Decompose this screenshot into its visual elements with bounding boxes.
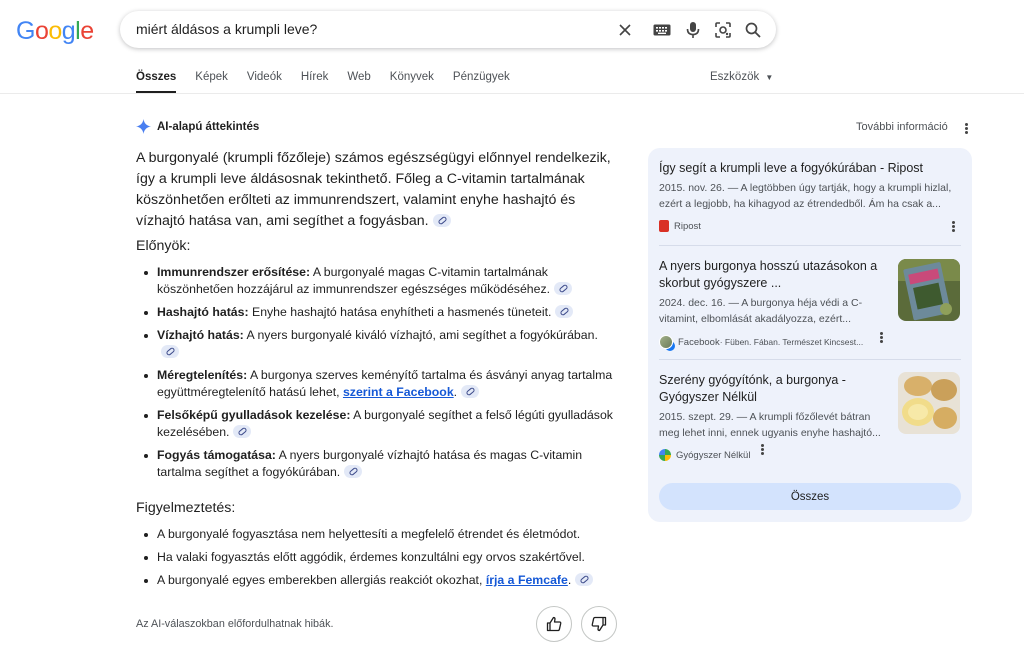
benefit-text: Enyhe hashajtó hatása enyhítheti a hasmenés tüneteit. — [248, 305, 552, 319]
source-title[interactable]: Szerény gyógyítónk, a burgonya - Gyógyszer Nélkül — [659, 373, 846, 404]
benefit-title: Immunrendszer erősítése: — [157, 265, 311, 279]
source-thumbnail-book[interactable] — [898, 259, 960, 321]
benefits-list — [144, 264, 614, 487]
list-item — [144, 264, 614, 298]
tools-button[interactable] — [710, 71, 773, 83]
warning-text: A burgonyalé egyes emberekben allergiás reakciót okozhat, — [157, 573, 486, 587]
benefit-title: Vízhajtó hatás: — [157, 328, 244, 342]
sources-panel — [648, 148, 972, 522]
source-card-gyogyszer[interactable] — [659, 372, 889, 461]
warnings-heading: Figyelmeztetés: — [136, 500, 236, 516]
ai-disclaimer: Az AI-válaszokban előfordulhatnak hibák. — [136, 618, 334, 630]
benefit-text-end: . — [453, 385, 458, 399]
warnings-list — [144, 526, 614, 595]
thumbs-down-button[interactable] — [581, 606, 617, 642]
more-info-link[interactable]: További információ — [856, 121, 948, 133]
tab-web[interactable]: Web — [347, 71, 371, 83]
thumbs-up-icon — [546, 616, 562, 632]
ai-overview-header — [136, 119, 259, 134]
benefit-title: Hashajtó hatás: — [157, 305, 249, 319]
benefit-title: Felsőképű gyulladások kezelése: — [157, 408, 351, 422]
source-snippet: 2015. nov. 26. — A legtöbben úgy tartják, hogy a krumpli hizlal, ezért a legjobb, ha kihagyod az étrendedből. Ám ha csak a... — [659, 182, 952, 210]
tab-finance[interactable]: Pénzügyek — [452, 71, 510, 83]
thumbs-up-button[interactable] — [536, 606, 572, 642]
microphone-icon[interactable] — [683, 20, 703, 40]
benefit-text: A burgonyalé magas C-vitamin tartalmának köszönhetően hozzájárul az immunrendszer egészséges működéséhez. — [157, 265, 551, 296]
more-options-icon[interactable] — [964, 122, 968, 136]
benefit-title: Fogyás támogatása: — [157, 448, 276, 462]
citation-link-icon[interactable] — [554, 282, 572, 295]
source-extra: · Füben. Fában. Természet Kincsest... — [719, 337, 864, 347]
intro-text: A burgonyalé (krumpli főzőleje) számos egészségügyi előnnyel rendelkezik, így a krumpli leve áldásosnak tekinthető. Főleg a C-vitamin tartalmának köszönhetően erőlteti az immunrendszert, valamint enyhe hashajtó és vízhajtó hatása van, ami segíthet a fogyásban. — [136, 150, 611, 229]
source-title[interactable]: Így segít a krumpli leve a fogyókúrában - Ripost — [659, 161, 924, 175]
tools-label: Eszközök — [710, 71, 760, 83]
citation-link-icon[interactable] — [461, 385, 479, 398]
citation-link-icon[interactable] — [575, 573, 593, 586]
lens-camera-icon[interactable] — [713, 20, 733, 40]
list-item — [144, 572, 614, 589]
citation-link-icon[interactable] — [161, 345, 179, 358]
google-logo[interactable]: Google — [16, 17, 94, 45]
femcafe-source-link[interactable]: írja a Femcafe — [485, 573, 568, 587]
search-tabs — [136, 71, 529, 94]
source-site — [659, 335, 889, 349]
list-item — [144, 304, 614, 321]
benefit-title: Méregtelenítés: — [157, 368, 248, 382]
header-divider — [0, 93, 1024, 94]
source-name: Facebook — [678, 336, 720, 348]
clear-icon[interactable] — [615, 20, 635, 40]
benefit-text: A burgonya szerves keményítő tartalma és ásványi anyag tartalma együttméregtelenítő hatású lehet, — [157, 368, 613, 399]
search-icon[interactable] — [743, 20, 763, 40]
list-item — [144, 407, 614, 441]
gemini-sparkle-icon — [136, 119, 151, 134]
benefit-text: A nyers burgonyalé vízhajtó hatása és magas C-vitamin tartalma segíthet a fogyókúrában. — [157, 448, 583, 479]
source-snippet: 2024. dec. 16. — A burgonya héja védi a C-vitamint, elbomlását akadályozza, ezért... — [659, 297, 863, 325]
search-bar[interactable] — [120, 11, 776, 48]
show-all-sources-button[interactable]: Összes — [659, 483, 961, 510]
benefit-text: A nyers burgonyalé kiváló vízhajtó, ami segíthet a fogyókúrában. — [243, 328, 598, 342]
source-name: Gyógyszer Nélkül — [676, 449, 751, 461]
citation-link-icon[interactable] — [233, 425, 251, 438]
citation-link-icon[interactable] — [344, 465, 362, 478]
source-name: Ripost — [674, 220, 701, 232]
warning-text-end: . — [567, 573, 572, 587]
facebook-avatar — [659, 335, 673, 349]
warning-text: Ha valaki fogyasztás előtt aggódik, érdemes konzultálni egy orvos szakértővel. — [157, 550, 585, 564]
tab-videos[interactable]: Videók — [246, 71, 282, 83]
list-item — [144, 367, 614, 401]
facebook-source-link[interactable]: szerint a Facebook — [342, 385, 454, 399]
ai-overview-title: AI-alapú áttekintés — [157, 120, 260, 133]
benefit-text: A burgonyalé segíthet a felső légúti gyulladások kezelésében. — [157, 408, 613, 439]
ai-overview-intro — [136, 148, 620, 232]
tab-books[interactable]: Könyvek — [389, 71, 434, 83]
ripost-favicon — [659, 220, 669, 232]
list-item — [144, 327, 614, 361]
source-title[interactable]: A nyers burgonya hosszú utazásokon a skorbut gyógyszere ... — [659, 259, 878, 290]
source-card-facebook[interactable] — [659, 258, 889, 349]
list-item — [144, 549, 614, 566]
tab-news[interactable]: Hírek — [300, 71, 329, 83]
citation-link-icon[interactable] — [433, 214, 451, 227]
caret-down-icon: ▼ — [765, 73, 774, 82]
source-card-ripost[interactable] — [659, 160, 961, 232]
source-site — [659, 220, 961, 232]
more-options-icon[interactable] — [879, 331, 883, 345]
source-site — [659, 449, 889, 461]
more-options-icon[interactable] — [760, 443, 764, 457]
more-options-icon[interactable] — [951, 220, 955, 234]
card-divider — [659, 245, 961, 246]
warning-text: A burgonyalé fogyasztása nem helyettesíti a megfelelő étrendet és életmódot. — [157, 527, 581, 541]
search-input[interactable]: miért áldásos a krumpli leve? — [136, 21, 318, 37]
list-item — [144, 447, 614, 481]
benefits-heading: Előnyök: — [136, 238, 191, 254]
card-divider — [659, 359, 961, 360]
source-snippet: 2015. szept. 29. — A krumpli főzőlevét bátran meg lehet inni, ennek ugyanis enyhe hashajtó... — [659, 411, 881, 439]
source-thumbnail-potatoes[interactable] — [898, 372, 960, 434]
gyogyszer-favicon — [659, 449, 671, 461]
tab-all[interactable]: Összes — [136, 71, 176, 94]
thumbs-down-icon — [591, 616, 607, 632]
list-item — [144, 526, 614, 543]
tab-images[interactable]: Képek — [195, 71, 228, 83]
citation-link-icon[interactable] — [555, 305, 573, 318]
keyboard-icon[interactable] — [652, 20, 672, 40]
